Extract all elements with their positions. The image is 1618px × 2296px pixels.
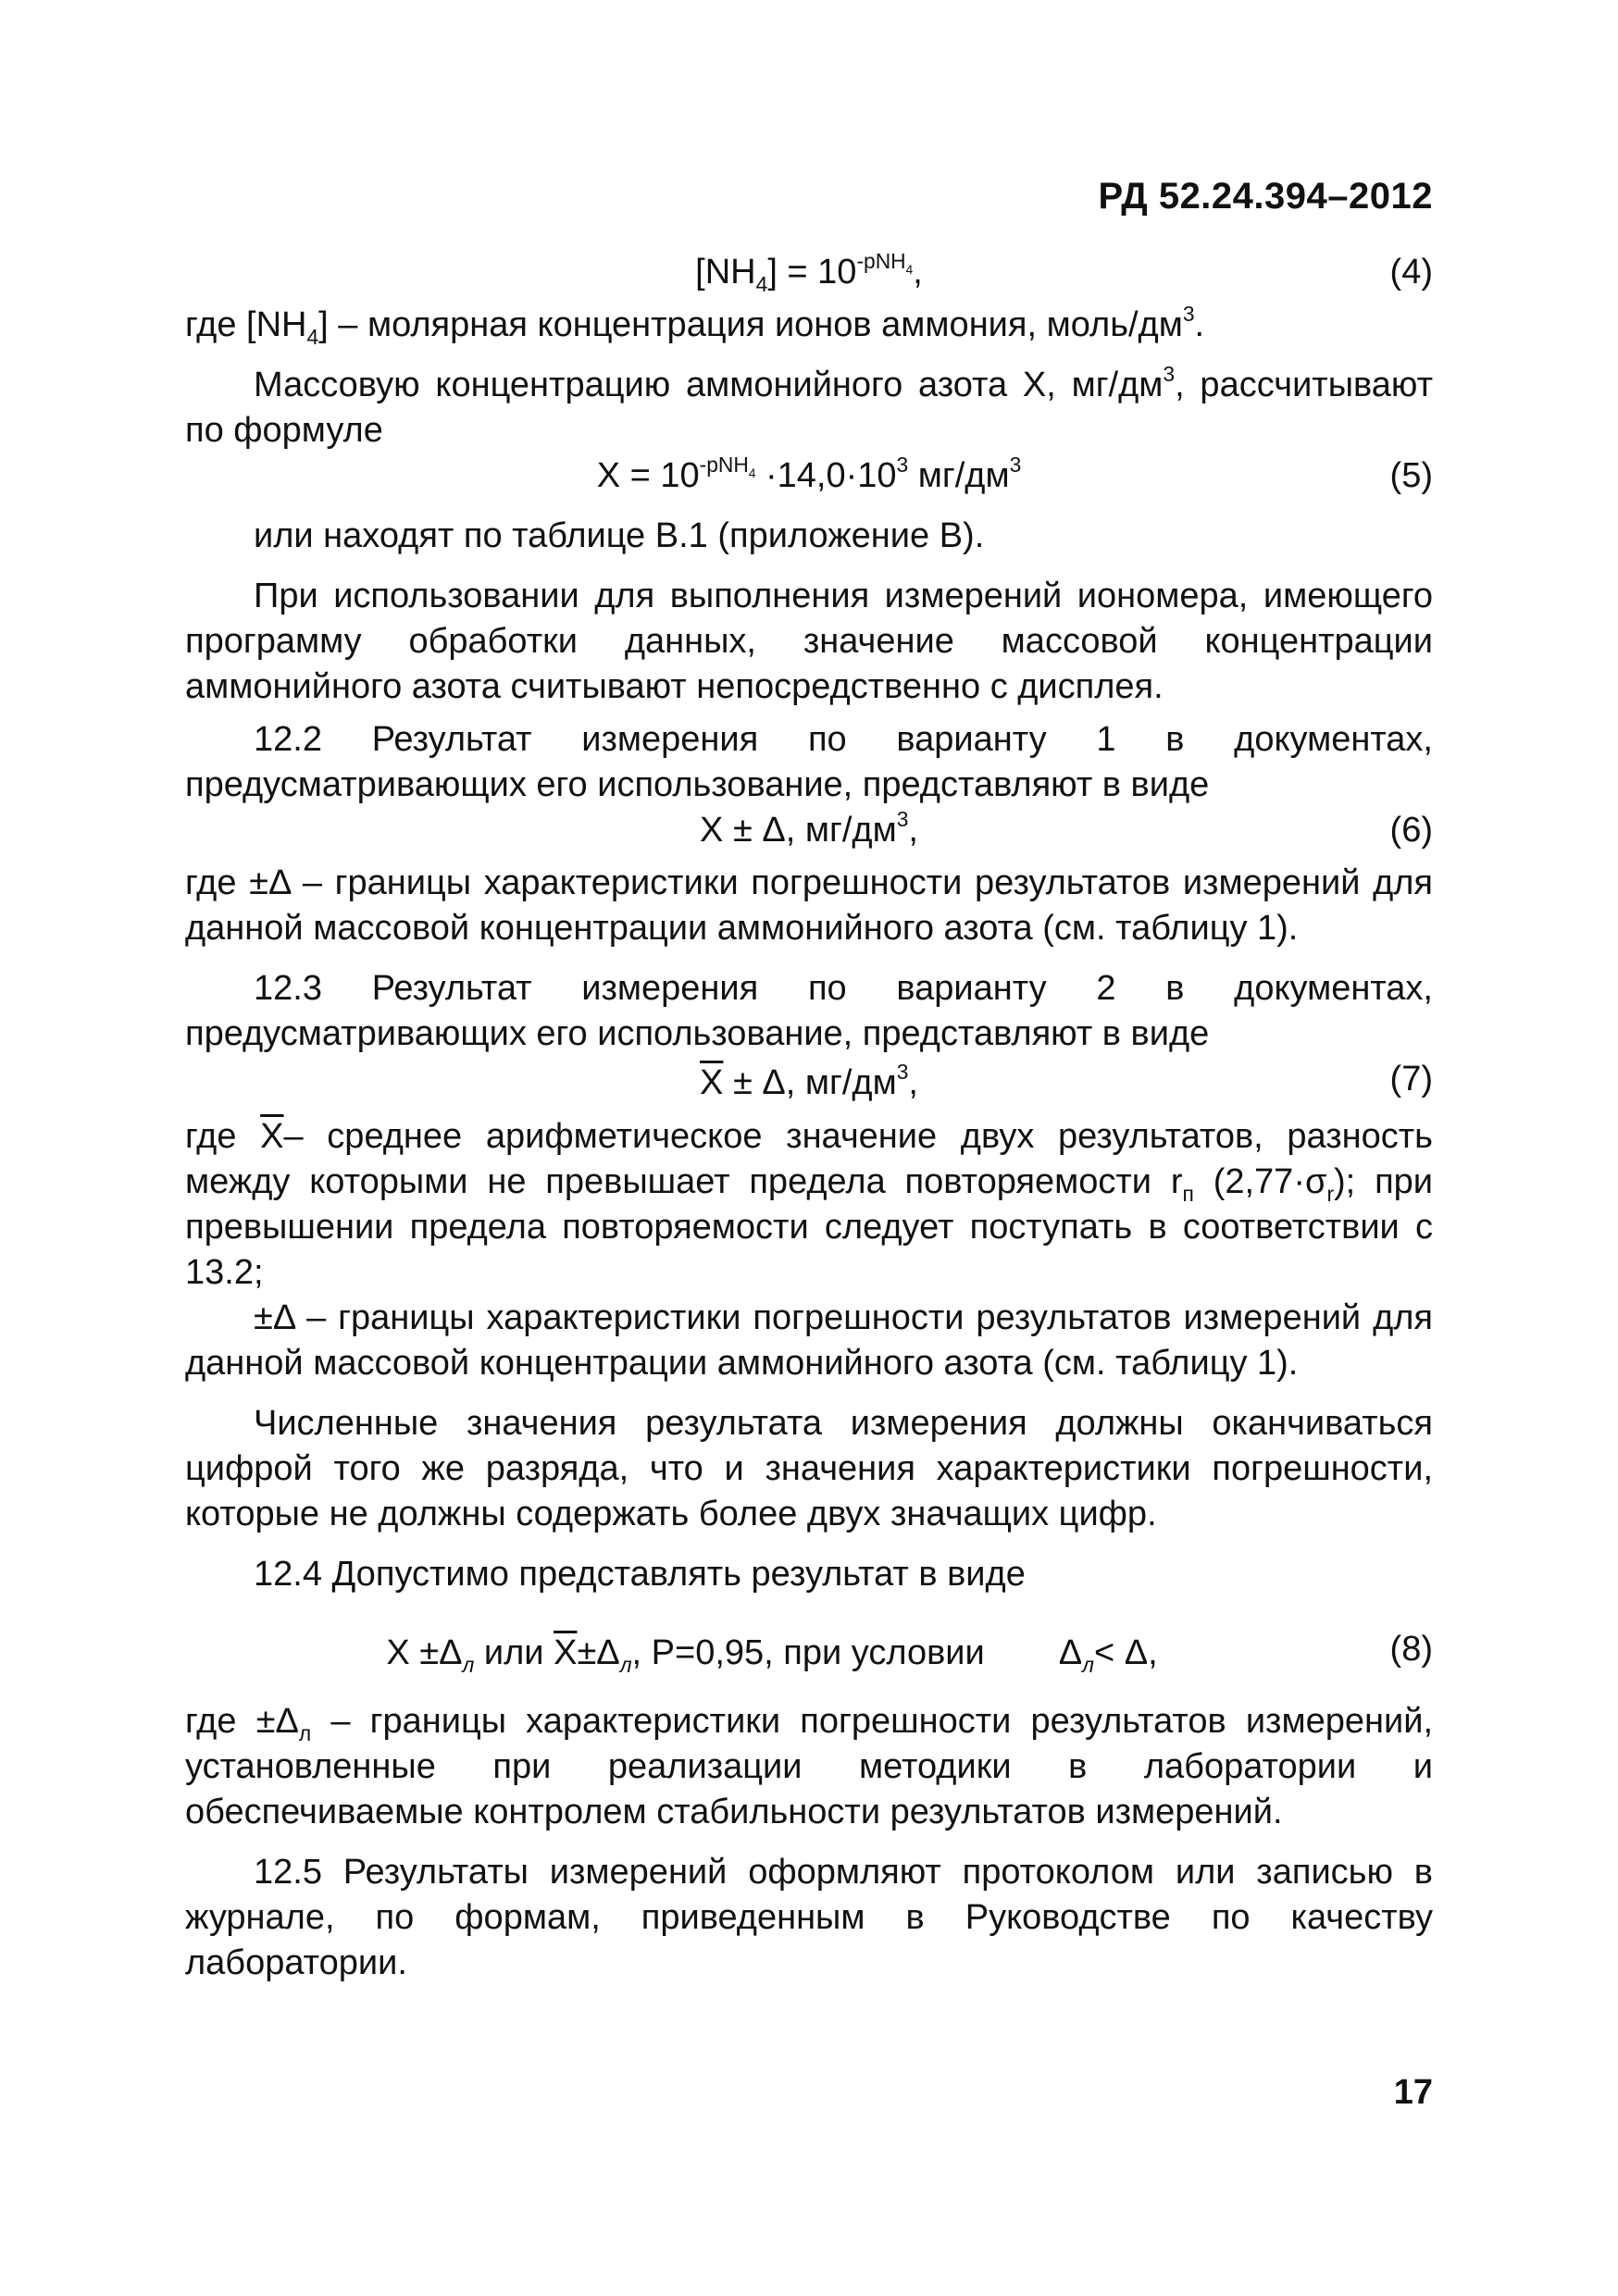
formula-4-number: (4) [1389,253,1433,292]
where-xbar-paragraph: где $\overline{X}-$ среднее арифметическое значение двух результатов, разность между которыми не превышает предела повторяемости $r_п$ $(2,77\cdot\sigma_r)$; при превышении предела повторяемости следует поступать в соответствии с 13.2; [185,1117,1434,1292]
document-code: РД 52.24.394–2012 [1098,176,1433,217]
formula-7-number: (7) [1389,1060,1433,1098]
formula-8 [185,1627,1433,1684]
formula-8-number: (8) [1389,1630,1433,1669]
formula-4-expression: $[NH_4] = 10^{-pNH_4}$, [695,249,923,296]
mass-concentration-paragraph: Массовую концентрацию аммонийного азота X, $мг/дм^3$, рассчитывают по формуле [185,362,1433,450]
where-delta-l-paragraph: где $\pm\Delta_л$ – границы характеристики погрешности результатов измерений, установленные при реализации методики в лаборатории и обеспечиваемые контролем стабильности результатов измерений. [185,1702,1434,1831]
where-delta-paragraph-2: ±Δ – границы характеристики погрешности результатов измерений для данной массовой концентрации аммонийного азота (см. таблицу 1). [185,1298,1433,1383]
formula-5-number: (5) [1389,456,1433,495]
numeric-values-paragraph: Численные значения результата измерения должны оканчиваться цифрой того же разряда, что и значения характеристики погрешности, которые не должны содержать более двух значащих цифр. [185,1404,1433,1533]
formula-7-expression: $\overline{X} \pm \Delta$, $мг/дм^3$, [700,1060,918,1102]
section-12-3-paragraph: 12.3 Результат измерения по варианту 2 в документах, предусматривающих его использование, представляют в виде [185,969,1433,1053]
formula-5 [185,453,1433,499]
formula-5-expression: $X = 10^{-pNH_4} \cdot 14,0\cdot 10^3$ $мг/дм^3$ [596,453,1022,495]
page-number: 17 [1393,2073,1433,2112]
formula-6-number: (6) [1389,811,1433,850]
section-12-5-paragraph: 12.5 Результаты измерений оформляют протоколом или записью в журнале, по формам, приведенным в Руководстве по качеству лаборатории. [185,1853,1433,1982]
where-delta-paragraph-1: где ±Δ – границы характеристики погрешности результатов измерений для данной массовой концентрации аммонийного азота (см. таблицу 1). [185,863,1433,948]
formula-6 [185,808,1433,853]
document-body [185,250,1433,1986]
formula-8-expression: $X \pm\Delta_л$ или $\overline{X}\pm\Delta_л$, P=0,95, при условии $\Delta_л< \Delta$, [386,1633,1158,1677]
formula-7 [185,1057,1433,1114]
formula-4 [185,250,1433,295]
formula-6-expression: X ± Δ, $мг/дм^3$, [700,807,918,850]
section-12-4-paragraph: 12.4 Допустимо представлять результат в виде [254,1555,1026,1594]
section-12-2-paragraph: 12.2 Результат измерения по варианту 1 в документах, предусматривающих его использование, представляют в виде [185,720,1433,804]
table-reference-paragraph: или находят по таблице В.1 (приложение В). [254,516,985,555]
ionomer-paragraph: При использовании для выполнения измерений иономера, имеющего программу обработки данных, значение массовой концентрации аммонийного азота считывают непосредственно с дисплея. [185,577,1433,706]
where-nh4-paragraph: где $[NH_4]$ – молярная концентрация ионов аммония, моль/$дм^3$. [185,302,1205,349]
